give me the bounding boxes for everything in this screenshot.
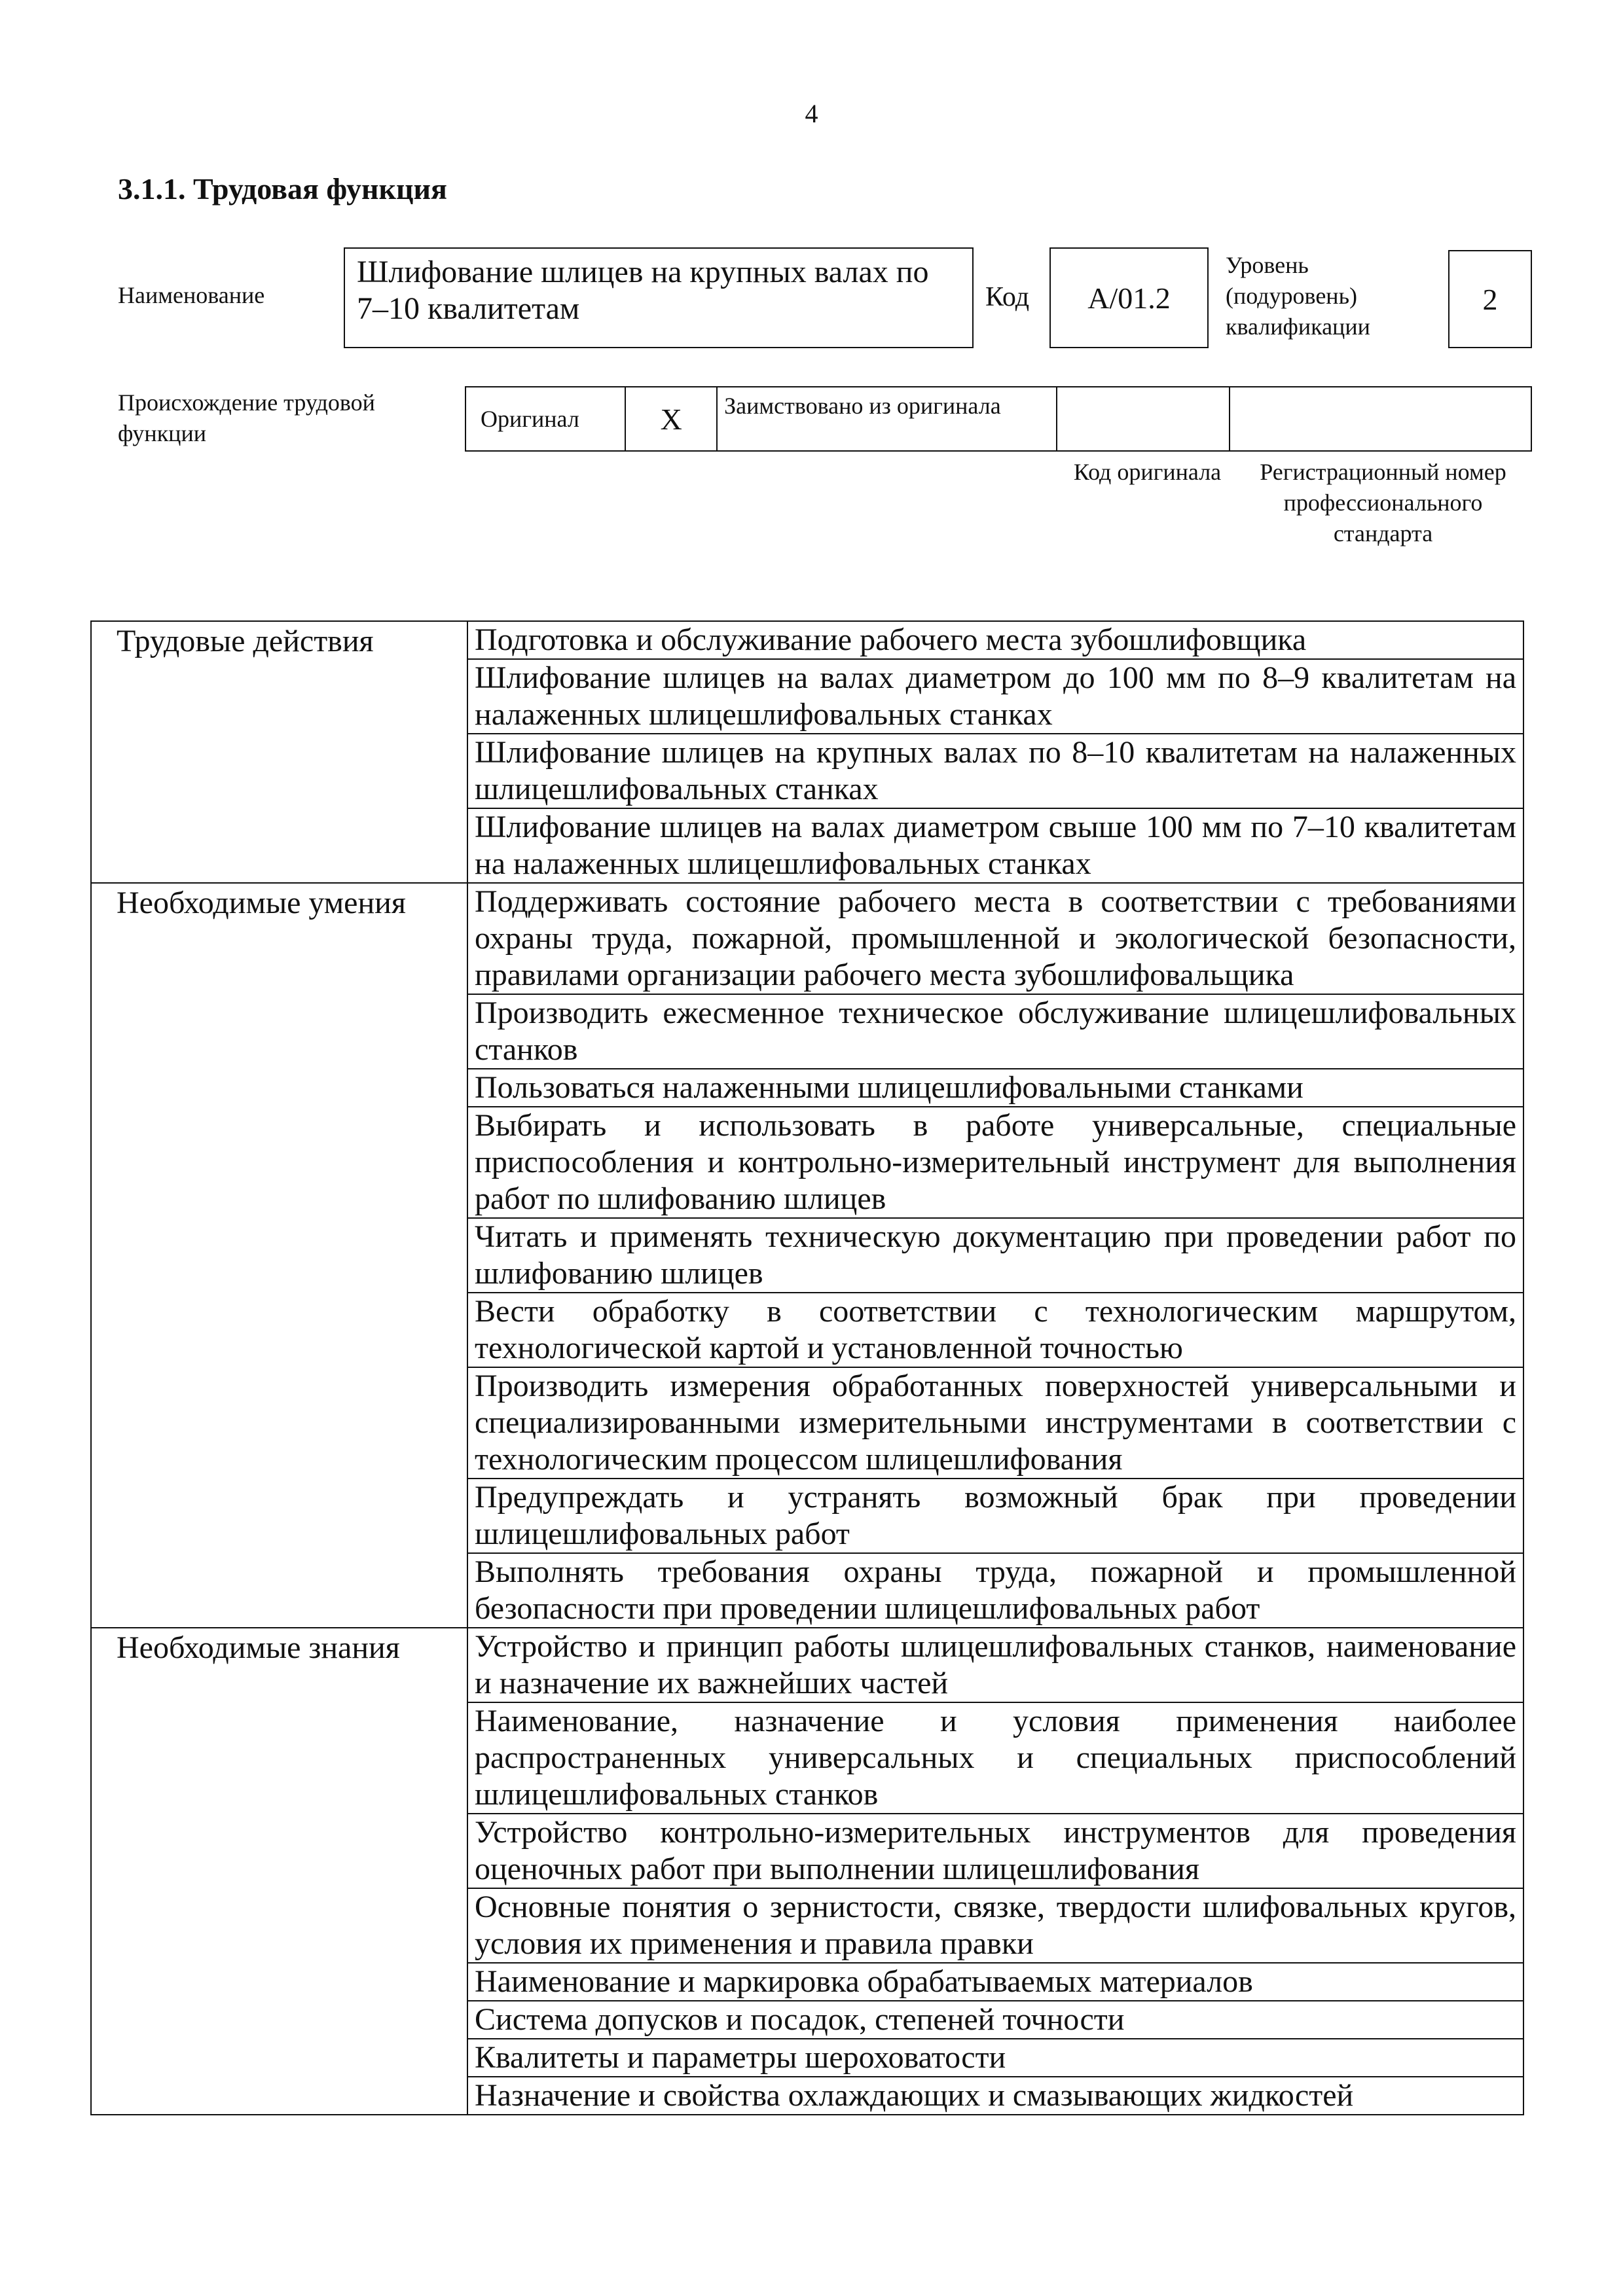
knowledge-item: Устройство контрольно-измерительных инструментов для проведения оценочных работ при выполнении шлицешлифования bbox=[467, 1814, 1523, 1888]
name-value: Шлифование шлицев на крупных валах по 7–10 квалитетам bbox=[344, 247, 974, 348]
knowledge-item: Квалитеты и параметры шероховатости bbox=[467, 2039, 1523, 2077]
labor-function-table bbox=[90, 620, 1524, 2115]
knowledge-item: Наименование, назначение и условия применения наиболее распространенных универсальных и специальных приспособлений шлицешлифовальных станков bbox=[467, 1702, 1523, 1814]
knowledge-item: Устройство и принцип работы шлицешлифовальных станков, наименование и назначение их важнейших частей bbox=[467, 1628, 1523, 1702]
level-label: Уровень (подуровень) квалификации bbox=[1226, 252, 1370, 340]
reg-number-cell bbox=[1230, 387, 1531, 450]
code-label: Код bbox=[985, 282, 1030, 312]
code-original-cell bbox=[1057, 387, 1230, 450]
original-mark: X bbox=[626, 387, 718, 450]
skills-label: Необходимые умения bbox=[91, 883, 467, 1628]
labor-actions-label: Трудовые действия bbox=[91, 621, 467, 883]
reg-number-caption: Регистрационный номер профессионального стандарта bbox=[1260, 459, 1506, 547]
knowledge-item: Наименование и маркировка обрабатываемых материалов bbox=[467, 1963, 1523, 2001]
table-row bbox=[91, 883, 1523, 994]
code-value: А/01.2 bbox=[1049, 247, 1209, 348]
code-original-caption: Код оригинала bbox=[1073, 459, 1222, 485]
labor-action-item: Шлифование шлицев на валах диаметром до 100 мм по 8–9 квалитетам на налаженных шлицешлифовальных станках bbox=[467, 659, 1523, 734]
origin-table bbox=[465, 386, 1532, 452]
table-row bbox=[91, 1628, 1523, 1702]
skill-item: Выбирать и использовать в работе универсальные, специальные приспособления и контрольно-измерительный инструмент для выполнения работ по шлифованию шлицев bbox=[467, 1107, 1523, 1218]
knowledge-item: Основные понятия о зернистости, связке, твердости шлифовальных кругов, условия их применения и правила правки bbox=[467, 1888, 1523, 1963]
borrowed-label: Заимствовано из оригинала bbox=[718, 387, 1057, 450]
section-title: 3.1.1. Трудовая функция bbox=[118, 172, 447, 206]
skill-item: Вести обработку в соответствии с технологическим маршрутом, технологической картой и установленной точностью bbox=[467, 1293, 1523, 1367]
name-label: Наименование bbox=[118, 282, 265, 308]
skill-item: Читать и применять техническую документацию при проведении работ по шлифованию шлицев bbox=[467, 1218, 1523, 1293]
labor-action-item: Шлифование шлицев на крупных валах по 8–10 квалитетам на налаженных шлицешлифовальных станках bbox=[467, 734, 1523, 808]
labor-action-item: Шлифование шлицев на валах диаметром свыше 100 мм по 7–10 квалитетам на налаженных шлицешлифовальных станках bbox=[467, 808, 1523, 883]
page-number: 4 bbox=[805, 99, 818, 128]
table-row bbox=[91, 621, 1523, 659]
skill-item: Производить измерения обработанных поверхностей универсальными и специализированными измерительными инструментами в соответствии с технологическим процессом шлицешлифования bbox=[467, 1367, 1523, 1479]
skill-item: Пользоваться налаженными шлицешлифовальными станками bbox=[467, 1069, 1523, 1107]
skill-item: Поддерживать состояние рабочего места в соответствии с требованиями охраны труда, пожарной, промышленной и экологической безопасности, правилами организации рабочего места зубошлифовальщика bbox=[467, 883, 1523, 994]
skill-item: Производить ежесменное техническое обслуживание шлицешлифовальных станков bbox=[467, 994, 1523, 1069]
knowledge-label: Необходимые знания bbox=[91, 1628, 467, 2115]
level-value: 2 bbox=[1448, 250, 1532, 348]
origin-label: Происхождение трудовой функции bbox=[118, 389, 375, 446]
labor-action-item: Подготовка и обслуживание рабочего места зубошлифовщика bbox=[467, 621, 1523, 659]
skill-item: Выполнять требования охраны труда, пожарной и промышленной безопасности при проведении шлицешлифовальных работ bbox=[467, 1553, 1523, 1628]
skill-item: Предупреждать и устранять возможный брак при проведении шлицешлифовальных работ bbox=[467, 1479, 1523, 1553]
knowledge-item: Назначение и свойства охлаждающих и смазывающих жидкостей bbox=[467, 2077, 1523, 2115]
original-label: Оригинал bbox=[466, 387, 626, 450]
knowledge-item: Система допусков и посадок, степеней точности bbox=[467, 2001, 1523, 2039]
